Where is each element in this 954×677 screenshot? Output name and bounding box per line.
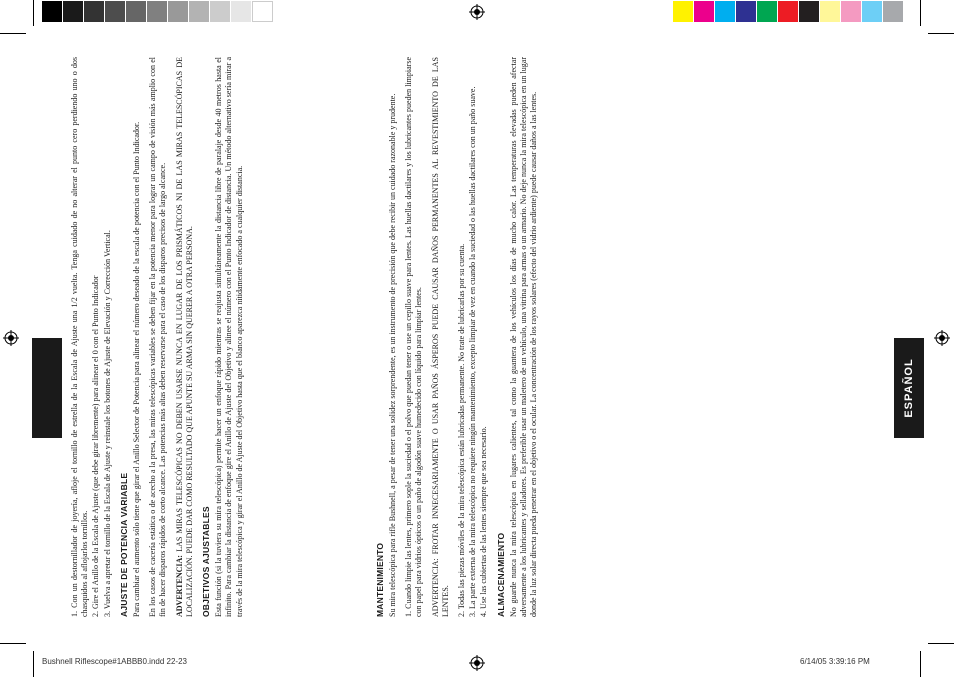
warning-paragraph <box>175 57 195 617</box>
gray-swatch <box>147 1 168 22</box>
registration-mark-icon <box>3 330 19 346</box>
list-item <box>70 57 90 617</box>
color-swatch <box>694 1 715 22</box>
paragraph: Para cambiar el aumento sólo tiene que girar el Anillo Selector de Potencia para alinear el número deseado de la escala de potencia con el Punto Indicador. <box>132 121 142 617</box>
gray-swatch <box>63 1 84 22</box>
column-gap <box>251 57 369 617</box>
gray-swatch <box>189 1 210 22</box>
registration-mark-icon <box>934 330 950 346</box>
gray-swatch <box>105 1 126 22</box>
list-number: 2. <box>91 611 101 617</box>
section-heading-ajuste: AJUSTE DE POTENCIA VARIABLE <box>118 472 129 617</box>
warning-label: ADVERTENCIA: <box>174 555 184 617</box>
language-tab-label: ESPAÑOL <box>903 358 915 418</box>
paragraph: Su mira telescópica para rifle Bushnell, a pesar de tener una solidez sorprendente, es un instrumento de precisión que debe recibir un cuidado razonable y prudente. <box>388 93 398 617</box>
list-number: 3. <box>102 611 112 617</box>
registration-mark-icon <box>469 4 485 20</box>
crop-mark <box>920 0 921 26</box>
paragraph: En los casos de cacería estática o de acecho a la presa, las miras telescópicas variables se deben fijar en la potencia menor para lograr un campo de visión más amplio con el fin de hacer disparos rápidos de corto alcance. Las potencias más altas deben reservarse para el caso de los disparos precisos de largo alcance. <box>148 57 168 617</box>
registration-mark-icon <box>469 655 485 671</box>
gray-swatch <box>84 1 105 22</box>
color-swatch <box>757 1 778 22</box>
gray-swatch <box>252 1 273 22</box>
section-heading-almacenamiento: ALMACENAMIENTO <box>495 532 506 617</box>
section-heading-mantenimiento: MANTENIMIENTO <box>374 542 385 617</box>
gray-swatch <box>42 1 63 22</box>
list-item <box>404 57 424 617</box>
list-text: Gire el Anillo de la Escala de Ajuste (que debe girar libremente) para alinear el 0 con el Punto Indicador <box>91 275 101 609</box>
list-item <box>479 57 489 617</box>
crop-mark <box>33 0 34 26</box>
color-calibration-bar <box>673 1 904 22</box>
list-item <box>468 57 478 617</box>
gray-swatch <box>231 1 252 22</box>
crop-mark <box>920 651 921 677</box>
paragraph: No guarde nunca la mira telescópica en lugares calientes, tal como la guantera de los vehículos los días de mucho calor. Las temperaturas elevadas pueden afectar adversamente a los lubricantes y selladores. Es preferible usar un maletero de un vehículo, una vitrina para armas o un armario. No deje nunca la mira telescópica en un lugar donde la luz solar directa pueda penetrar en el objetivo o el ocular. La concentración de los rayos solares (efecto del vidrio ardiente) puede causar daños a las lentes. <box>508 57 539 617</box>
color-swatch <box>799 1 820 22</box>
language-tab <box>894 338 924 438</box>
crop-mark <box>0 33 26 34</box>
footer-timestamp: 6/14/05 3:39:16 PM <box>800 657 870 666</box>
crop-mark <box>928 643 954 644</box>
list-number: 1. <box>404 611 414 617</box>
page-side-tab-left <box>32 338 62 438</box>
color-swatch <box>715 1 736 22</box>
list-item <box>103 57 113 617</box>
list-number: 3. <box>468 611 478 617</box>
crop-mark <box>33 651 34 677</box>
list-text: Cuando limpie las lentes, primero sople la suciedad o el polvo que puedan tener o use un cepillo suave para lentes. Las huellas dactilares y los lubricantes pueden limpiarse con papel para vidrios ópticos o un paño de algodón suave humedecido con líquido para limpiar lentes. <box>404 56 424 617</box>
list-number: 2. <box>457 611 467 617</box>
color-swatch <box>841 1 862 22</box>
warning-text: LAS MIRAS TELESCÓPICAS NO DEBEN USARSE NUNCA EN LUGAR DE LOS PRISMÁTICOS NI DE LAS MIRAS TELESCÓPICAS DE LOCALIZACIÓN. PUEDE DAR COMO RESULTADO QUE APUNTE SU ARMA SIN QUERER A OTRA PERSONA. <box>174 56 194 617</box>
color-swatch <box>862 1 883 22</box>
maintenance-list-2 <box>457 57 490 617</box>
paragraph: Esta función (si la tuviera su mira telescópica) permite hacer un enfoque rápido mientras se reajusta simultáneamente la distancia libre de paralaje desde 40 metros hasta el infinito. Para cambiar la distancia de enfoque gire el Anillo de Ajuste del Objetivo y alinee el número con el Punto Indicador de distancia. Un método alternativo sería mirar a través de la mira telescópica y girar el Anillo de Ajuste del Objetivo hasta que el blanco aparezca nítidamente enfocado a cualquier distancia. <box>214 57 244 617</box>
intro-list <box>70 57 113 617</box>
list-text: La parte externa de la mira telescópica no requiere ningún mantenimiento, excepto limpiar de vez en cuando la suciedad o las huellas dactilares con un paño suave. <box>468 86 478 609</box>
list-number: 4. <box>479 611 489 617</box>
color-swatch <box>673 1 694 22</box>
gray-swatch <box>126 1 147 22</box>
color-swatch <box>820 1 841 22</box>
color-swatch <box>883 1 904 22</box>
list-text: Use las cubiertas de las lentes siempre que sea necesario. <box>479 426 489 609</box>
gray-swatch <box>168 1 189 22</box>
list-text: Todas las piezas móviles de la mira telescópica están lubricadas permanente. No trate de lubricarlas por su cuenta. <box>457 243 467 610</box>
footer-file-name: Bushnell Riflescope#1ABBB0.indd 22-23 <box>42 657 187 666</box>
list-text: Con un destornillador de joyería, afloje el tornillo de estrella de la Escala de Ajuste una 1/2 vuelta. Tenga cuidado de no alterar el punto cero perdiendo uno o dos chasquidos al aflojarlos tornillos. <box>70 56 90 617</box>
list-item <box>457 57 467 617</box>
list-number: 1. <box>70 611 79 617</box>
color-swatch <box>778 1 799 22</box>
list-text: Vuelva a apretar el tornillo de la Escala de Ajuste y reinstale los botones de Ajuste de Elevación y Corrección Vertical. <box>102 230 112 610</box>
section-heading-objetivos: OBJETIVOS AJUSTABLES <box>201 506 212 617</box>
gray-calibration-bar <box>42 1 273 22</box>
list-item <box>91 57 101 617</box>
crop-mark <box>928 33 954 34</box>
warning-paragraph: ADVERTENCIA: FROTAR INNECESARIAMENTE O USAR PAÑOS ÁSPEROS PUEDE CAUSAR DAÑOS PERMANENTES AL REVESTIMIENTO DE LAS LENTES. <box>430 57 450 617</box>
crop-mark <box>0 643 26 644</box>
rotated-page-content <box>70 57 815 617</box>
maintenance-list <box>404 57 424 617</box>
color-swatch <box>736 1 757 22</box>
gray-swatch <box>210 1 231 22</box>
